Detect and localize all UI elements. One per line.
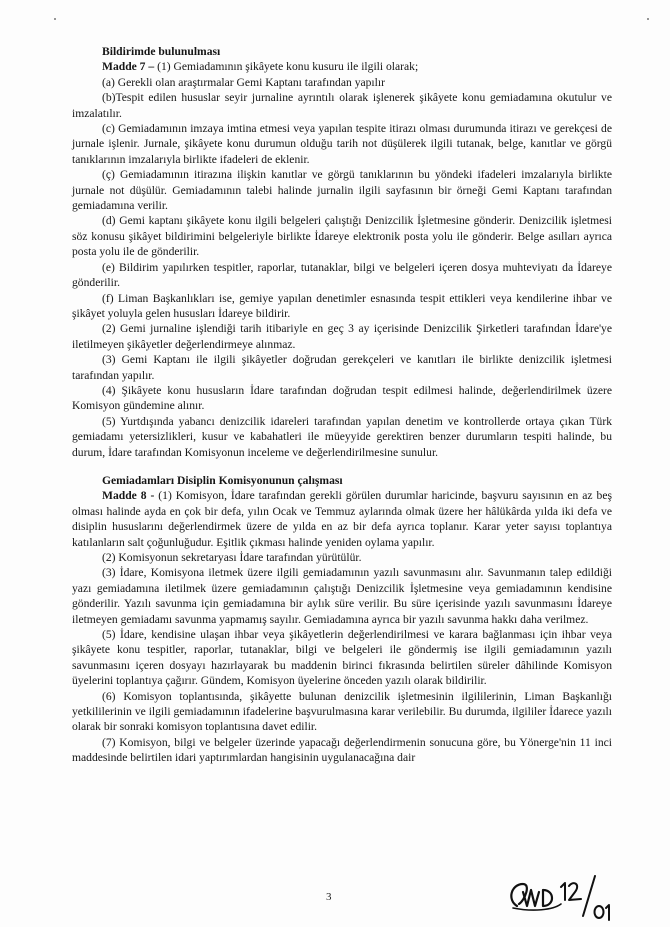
paragraph: (3) Gemi Kaptanı ile ilgili şikâyetler doğrudan gerekçeleri ve kanıtları ile birlikte denizcilik işletmesi tarafından yapılır. bbox=[72, 353, 612, 382]
paragraph: (5) Yurtdışında yabancı denizcilik idareleri tarafından yapılan denetim ve kontrollerde ortaya çıkan Türk gemiadamı yetersizlikleri, kusur ve kabahatleri ile müeyyide gerektiren benzer durumların tespiti halinde, bu durum, İdare tarafından Komisyonun inceleme ve değerlendirilmesine sunulur. bbox=[72, 414, 612, 459]
paragraph: (5) İdare, kendisine ulaşan ihbar veya şikâyetlerin değerlendirilmesi ve karara bağlanması için ihbar veya şikâyete konu tespitler, raporlar, tutanaklar, bilgi ve belgeleri ile göndermiş ise ilgili gemiadamının yazılı savunmasını içeren dosyayı hazırlayarak bu maddenin birinci fıkrasında belirtilen süreler dâhilinde Komisyon üyelerini toplantıya çağırır. Gündem, Komisyon üyelerine önceden yazılı olarak bildirilir. bbox=[72, 628, 612, 688]
paragraph: (7) Komisyon, bilgi ve belgeler üzerinde yapacağı değerlendirmenin sonucuna göre, bu Yönerge'nin 11 inci maddesinde belirtilen idari yaptırımlardan hangisinin uygulanacağına dair bbox=[72, 735, 612, 765]
paragraph: (b)Tespit edilen hususlar seyir jurnaline ayrıntılı olarak işlenerek şikâyete konu gemiadamına okutulur ve imzalatılır. bbox=[72, 91, 612, 120]
paragraph: (6) Komisyon toplantısında, şikâyette bulunan denizcilik işletmesinin ilgililerinin, Liman Başkanlığı yetkililerinin ve ilgili gemiadamının ifadelerine başvurulmasına karar verilebilir. Bu durumda, ilgililer İdarece yazılı olarak bir sonraki komisyon toplantısına davet edilir. bbox=[72, 689, 612, 734]
section-7-heading: Bildirimde bulunulması bbox=[102, 45, 221, 58]
paragraph: (2) Komisyonun sekretaryası İdare tarafından yürütülür. bbox=[102, 551, 362, 564]
paragraph: (d) Gemi kaptanı şikâyete konu ilgili belgeleri çalıştığı Denizcilik İşletmesine gönderir. Denizcilik işletmesi söz konusu şikâyet bildirimini belgeleriyle birlikte İdareye elektronik posta yolu ile gönderir. Belge asılları ayrıca posta yolu ile de gönderilir. bbox=[72, 214, 612, 259]
handwritten-signature bbox=[503, 870, 623, 922]
paragraph: (c) Gemiadamının imzaya imtina etmesi veya yapılan tespite itirazı olması durumunda itirazı ve gerekçesi de jurnale işlenir. Jurnale, şikâyete konu durumun olduğu tarih not düşülerek ilgili tutanak, belge, kanıtlar ve görgü tanıklarının imzalarıyla birlikte ifadeleri de eklenir. bbox=[72, 122, 612, 166]
article-7-intro bbox=[102, 59, 612, 74]
scan-speck bbox=[647, 18, 649, 20]
scan-speck bbox=[54, 18, 56, 20]
article-8-label: Madde 8 - bbox=[102, 489, 155, 503]
section-8-heading: Gemiadamları Disiplin Komisyonunun çalışması bbox=[102, 473, 343, 487]
paragraph: (4) Şikâyete konu hususların İdare tarafından doğrudan tespit edilmesi halinde, değerlendirilmek üzere Komisyon gündemine alınır. bbox=[72, 383, 612, 413]
article-8-intro bbox=[72, 488, 612, 550]
paragraph: (e) Bildirim yapılırken tespitler, raporlar, tutanaklar, bilgi ve belgeleri içeren dosya muhteviyatı da İdareye gönderilir. bbox=[72, 260, 612, 290]
paragraph: (a) Gerekli olan araştırmalar Gemi Kaptanı tarafından yapılır bbox=[102, 75, 385, 89]
page-number: 3 bbox=[326, 891, 332, 903]
paragraph: (ç) Gemiadamının itirazına ilişkin kanıtlar ve görgü tanıklarının bu yöndeki ifadeleri imzalarıyla birlikte jurnale not düşülür. Gemiadamının talebi halinde jurnalin ilgili sayfasının bir örneği Gemi Kaptanı tarafından gemiadamına verilir. bbox=[72, 168, 612, 213]
article-8-intro-text: (1) Komisyon, İdare tarafından gerekli görülen durumlar haricinde, başvuru sayısının en az beş olması halinde ayda en çok bir defa, yılın Ocak ve Temmuz aylarında olmak üzere her hâlükârda yılda iki defa ve disiplin hususlarını değerlendirmek üzere de yılda en az bir defa ayrıca toplanır. Karar yeter sayısı toplantıya katılanların salt çoğunluğudur. Eşitlik çıkması halinde yeniden oylama yapılır. bbox=[72, 489, 612, 549]
article-7-intro-text: (1) Gemiadamının şikâyete konu kusuru ile ilgili olarak; bbox=[157, 60, 419, 74]
section-spacer bbox=[72, 460, 612, 473]
document-body bbox=[72, 44, 612, 766]
paragraph: (2) Gemi jurnaline işlendiği tarih itibariyle en geç 3 ay içerisinde Denizcilik Şirketleri tarafından İdare'ye iletilmeyen şikâyetler değerlendirmeye alınmaz. bbox=[72, 322, 612, 351]
paragraph: (3) İdare, Komisyona iletmek üzere ilgili gemiadamının yazılı savunmasını alır. Savunmanın talep edildiği yazı gemiadamına iletilmek üzere gemiadamının çalıştığı Denizcilik İşletmesine veya gemiadamının kendisine gönderilir. Yazılı savunma için gemiadamına bir aylık süre verilir. Bu süre içerisinde yazılı savunmasını İdareye iletmeyen gemiadamı savunma yapmamış sayılır. Gemiadamına ayrıca bir yazılı savunma hakkı daha verilmez. bbox=[72, 566, 612, 626]
paragraph: (f) Liman Başkanlıkları ise, gemiye yapılan denetimler esnasında tespit ettikleri veya kendilerine ihbar ve şikâyet yoluyla gelen hususları İdareye bildirir. bbox=[72, 291, 612, 320]
article-7-label: Madde 7 – bbox=[102, 60, 155, 74]
